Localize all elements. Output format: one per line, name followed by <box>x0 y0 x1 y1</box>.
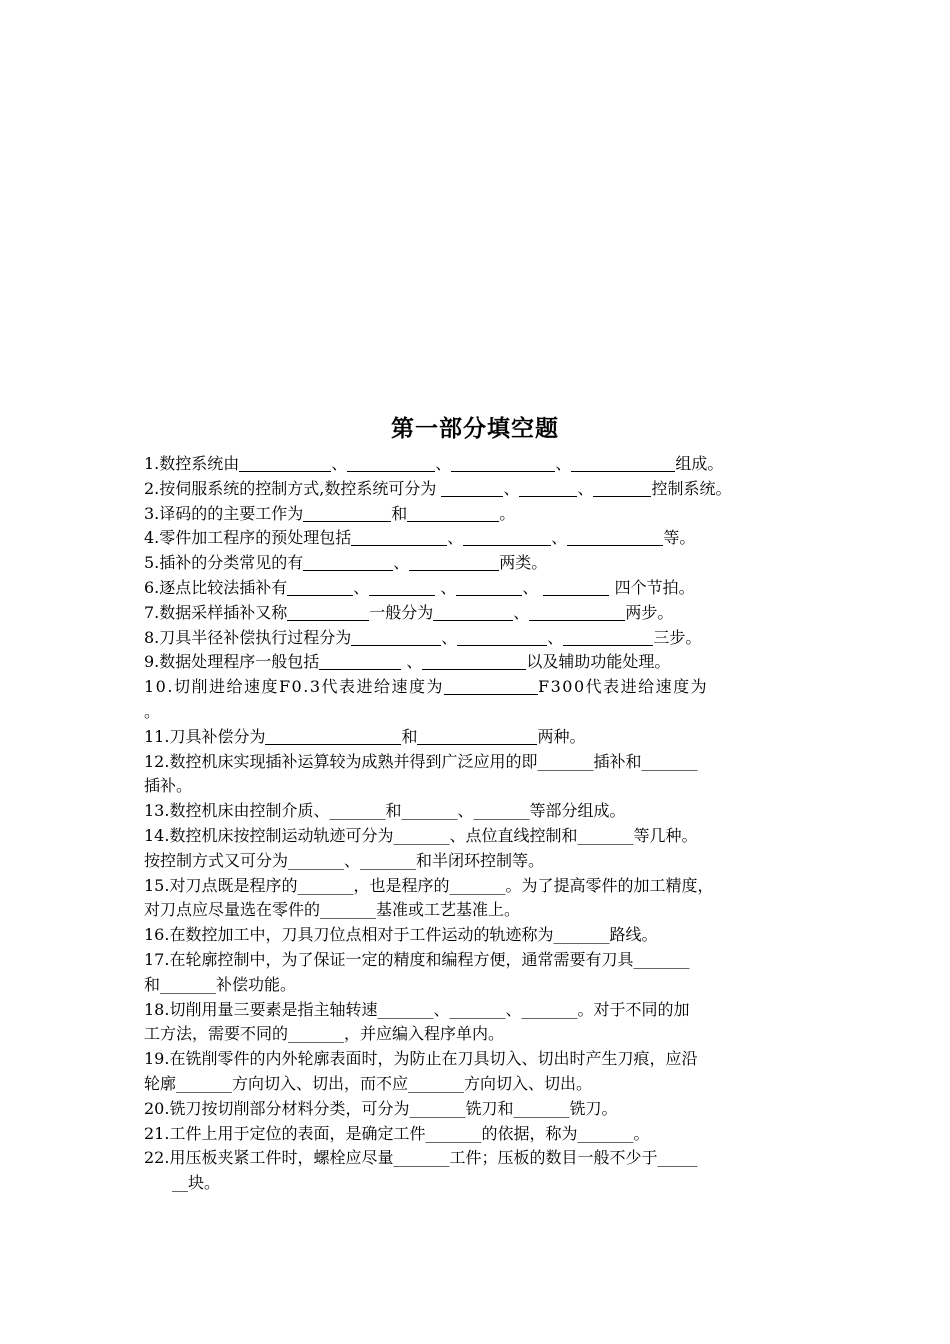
answer-blank[interactable]: __ <box>172 1173 188 1193</box>
question-20: 20.铣刀按切削部分材料分类，可分为_______铣刀和_______铣刀。 <box>144 1097 812 1122</box>
answer-blank[interactable]: _______ <box>160 974 217 994</box>
question-9: 9.数据处理程序一般包括 、 以及辅助功能处理。 <box>144 652 671 672</box>
answer-blank[interactable]: _______ <box>320 900 377 920</box>
answer-blank[interactable]: _______ <box>537 751 594 771</box>
answer-blank[interactable] <box>457 628 547 646</box>
answer-blank[interactable]: _______ <box>641 751 698 771</box>
answer-blank[interactable]: _______ <box>577 1123 634 1143</box>
question-14-cont: 按控制方式又可分为_______、_______和半闭环控制等。 <box>144 849 812 874</box>
answer-blank[interactable]: _______ <box>449 875 506 895</box>
question-14: 14.数控机床按控制运动轨迹可分为_______、点位直线控制和_______等几种。 <box>144 824 812 849</box>
answer-blank[interactable] <box>444 677 538 695</box>
answer-blank[interactable]: _______ <box>401 801 458 821</box>
answer-blank[interactable] <box>563 628 653 646</box>
answer-blank[interactable] <box>463 528 551 546</box>
answer-blank[interactable]: _______ <box>377 999 434 1019</box>
question-15: 15.对刀点既是程序的_______，也是程序的_______。为了提高零件的加工精度， <box>144 874 812 899</box>
answer-blank[interactable]: _______ <box>449 999 506 1019</box>
answer-blank[interactable] <box>303 504 391 522</box>
question-6: 6.逐点比较法插补有 、 、 、 四个节拍。 <box>144 577 695 597</box>
answer-blank[interactable] <box>265 727 401 745</box>
answer-blank[interactable]: _______ <box>288 850 345 870</box>
answer-blank[interactable] <box>519 479 577 497</box>
question-21: 21.工件上用于定位的表面，是确定工件_______的依据，称为_______。 <box>144 1122 812 1147</box>
answer-blank[interactable]: _______ <box>393 825 450 845</box>
answer-blank[interactable] <box>529 603 625 621</box>
question-3: 3.译码的的主要工作为 和 。 <box>144 503 516 523</box>
answer-blank[interactable] <box>593 479 651 497</box>
answer-blank[interactable] <box>239 454 331 472</box>
answer-blank[interactable]: _______ <box>360 850 417 870</box>
question-15-cont: 对刀点应尽量选在零件的_______基准或工艺基准上。 <box>144 898 812 923</box>
answer-blank[interactable] <box>422 652 526 670</box>
answer-blank[interactable] <box>433 603 513 621</box>
answer-blank[interactable] <box>441 479 503 497</box>
answer-blank[interactable] <box>451 454 555 472</box>
answer-blank[interactable]: _______ <box>408 1073 465 1093</box>
question-8: 8.刀具半径补偿执行过程分为 、 、 三步。 <box>144 627 702 647</box>
question-17: 17.在轮廓控制中，为了保证一定的精度和编程方便，通常需要有刀具_______ <box>144 948 812 973</box>
question-19: 19.在铣削零件的内外轮廓表面时，为防止在刀具切入、切出时产生刀痕，应沿 <box>144 1049 698 1069</box>
answer-blank[interactable] <box>417 727 537 745</box>
answer-blank[interactable] <box>369 578 435 596</box>
question-22: 22.用压板夹紧工件时，螺栓应尽量_______工件；压板的数目一般不少于_____ <box>144 1146 812 1171</box>
answer-blank[interactable] <box>407 504 499 522</box>
page-title: 第一部分填空题 <box>391 416 559 442</box>
question-list <box>144 452 812 1196</box>
question-10-cont: 。 <box>144 701 161 721</box>
answer-blank[interactable]: _______ <box>553 925 610 945</box>
answer-blank[interactable]: _______ <box>176 1073 233 1093</box>
question-17-cont: 和_______补偿功能。 <box>144 973 812 998</box>
question-18: 18.切削用量三要素是指主轴转速_______、_______、_______。对于不同的加 <box>144 998 812 1023</box>
answer-blank[interactable] <box>287 578 353 596</box>
answer-blank[interactable]: _______ <box>577 825 634 845</box>
answer-blank[interactable]: _______ <box>409 1098 466 1118</box>
answer-blank[interactable] <box>409 553 499 571</box>
answer-blank[interactable] <box>351 528 447 546</box>
answer-blank[interactable]: _______ <box>425 1123 482 1143</box>
question-5: 5.插补的分类常见的有 、 两类。 <box>144 553 548 573</box>
question-18-cont: 工方法，需要不同的_______，并应编入程序单内。 <box>144 1022 812 1047</box>
answer-blank[interactable]: _______ <box>288 1024 345 1044</box>
answer-blank[interactable] <box>571 454 675 472</box>
answer-blank[interactable]: _______ <box>329 801 386 821</box>
answer-blank[interactable]: _______ <box>473 801 530 821</box>
answer-blank[interactable] <box>287 603 369 621</box>
answer-blank[interactable] <box>303 553 393 571</box>
answer-blank[interactable]: _______ <box>297 875 354 895</box>
answer-blank[interactable]: _______ <box>633 949 690 969</box>
question-12: 12.数控机床实现插补运算较为成熟并得到广泛应用的即_______插补和_______ <box>144 750 812 775</box>
answer-blank[interactable] <box>456 578 522 596</box>
answer-blank[interactable] <box>319 652 401 670</box>
question-19-cont: 轮廓_______方向切入、切出，而不应_______方向切入、切出。 <box>144 1072 812 1097</box>
answer-blank[interactable] <box>347 454 435 472</box>
question-13: 13.数控机床由控制介质、_______和_______、_______等部分组成。 <box>144 799 812 824</box>
question-16: 16.在数控加工中，刀具刀位点相对于工件运动的轨迹称为_______路线。 <box>144 923 812 948</box>
question-12-cont: 插补。 <box>144 776 193 796</box>
answer-blank[interactable] <box>543 578 609 596</box>
answer-blank[interactable]: _______ <box>513 1098 570 1118</box>
question-11: 11.刀具补偿分为 和 两种。 <box>144 726 586 746</box>
question-10: 10.切削进给速度F0.3代表进给速度为 F300代表进给速度为 <box>144 677 709 697</box>
question-7: 7.数据采样插补又称 一般分为 、 两步。 <box>144 602 674 622</box>
question-4: 4.零件加工程序的预处理包括 、 、 等。 <box>144 528 696 548</box>
question-1: 1.数控系统由 、 、 、 组成。 <box>144 454 724 473</box>
question-22-cont: __块。 <box>144 1171 812 1196</box>
answer-blank[interactable] <box>567 528 663 546</box>
answer-blank[interactable]: _____ <box>657 1148 698 1168</box>
answer-blank[interactable]: _______ <box>393 1148 450 1168</box>
answer-blank[interactable]: _______ <box>521 999 578 1019</box>
answer-blank[interactable] <box>351 628 441 646</box>
question-2: 2.按伺服系统的控制方式,数控系统可分为 、 、 控制系统。 <box>144 478 732 498</box>
